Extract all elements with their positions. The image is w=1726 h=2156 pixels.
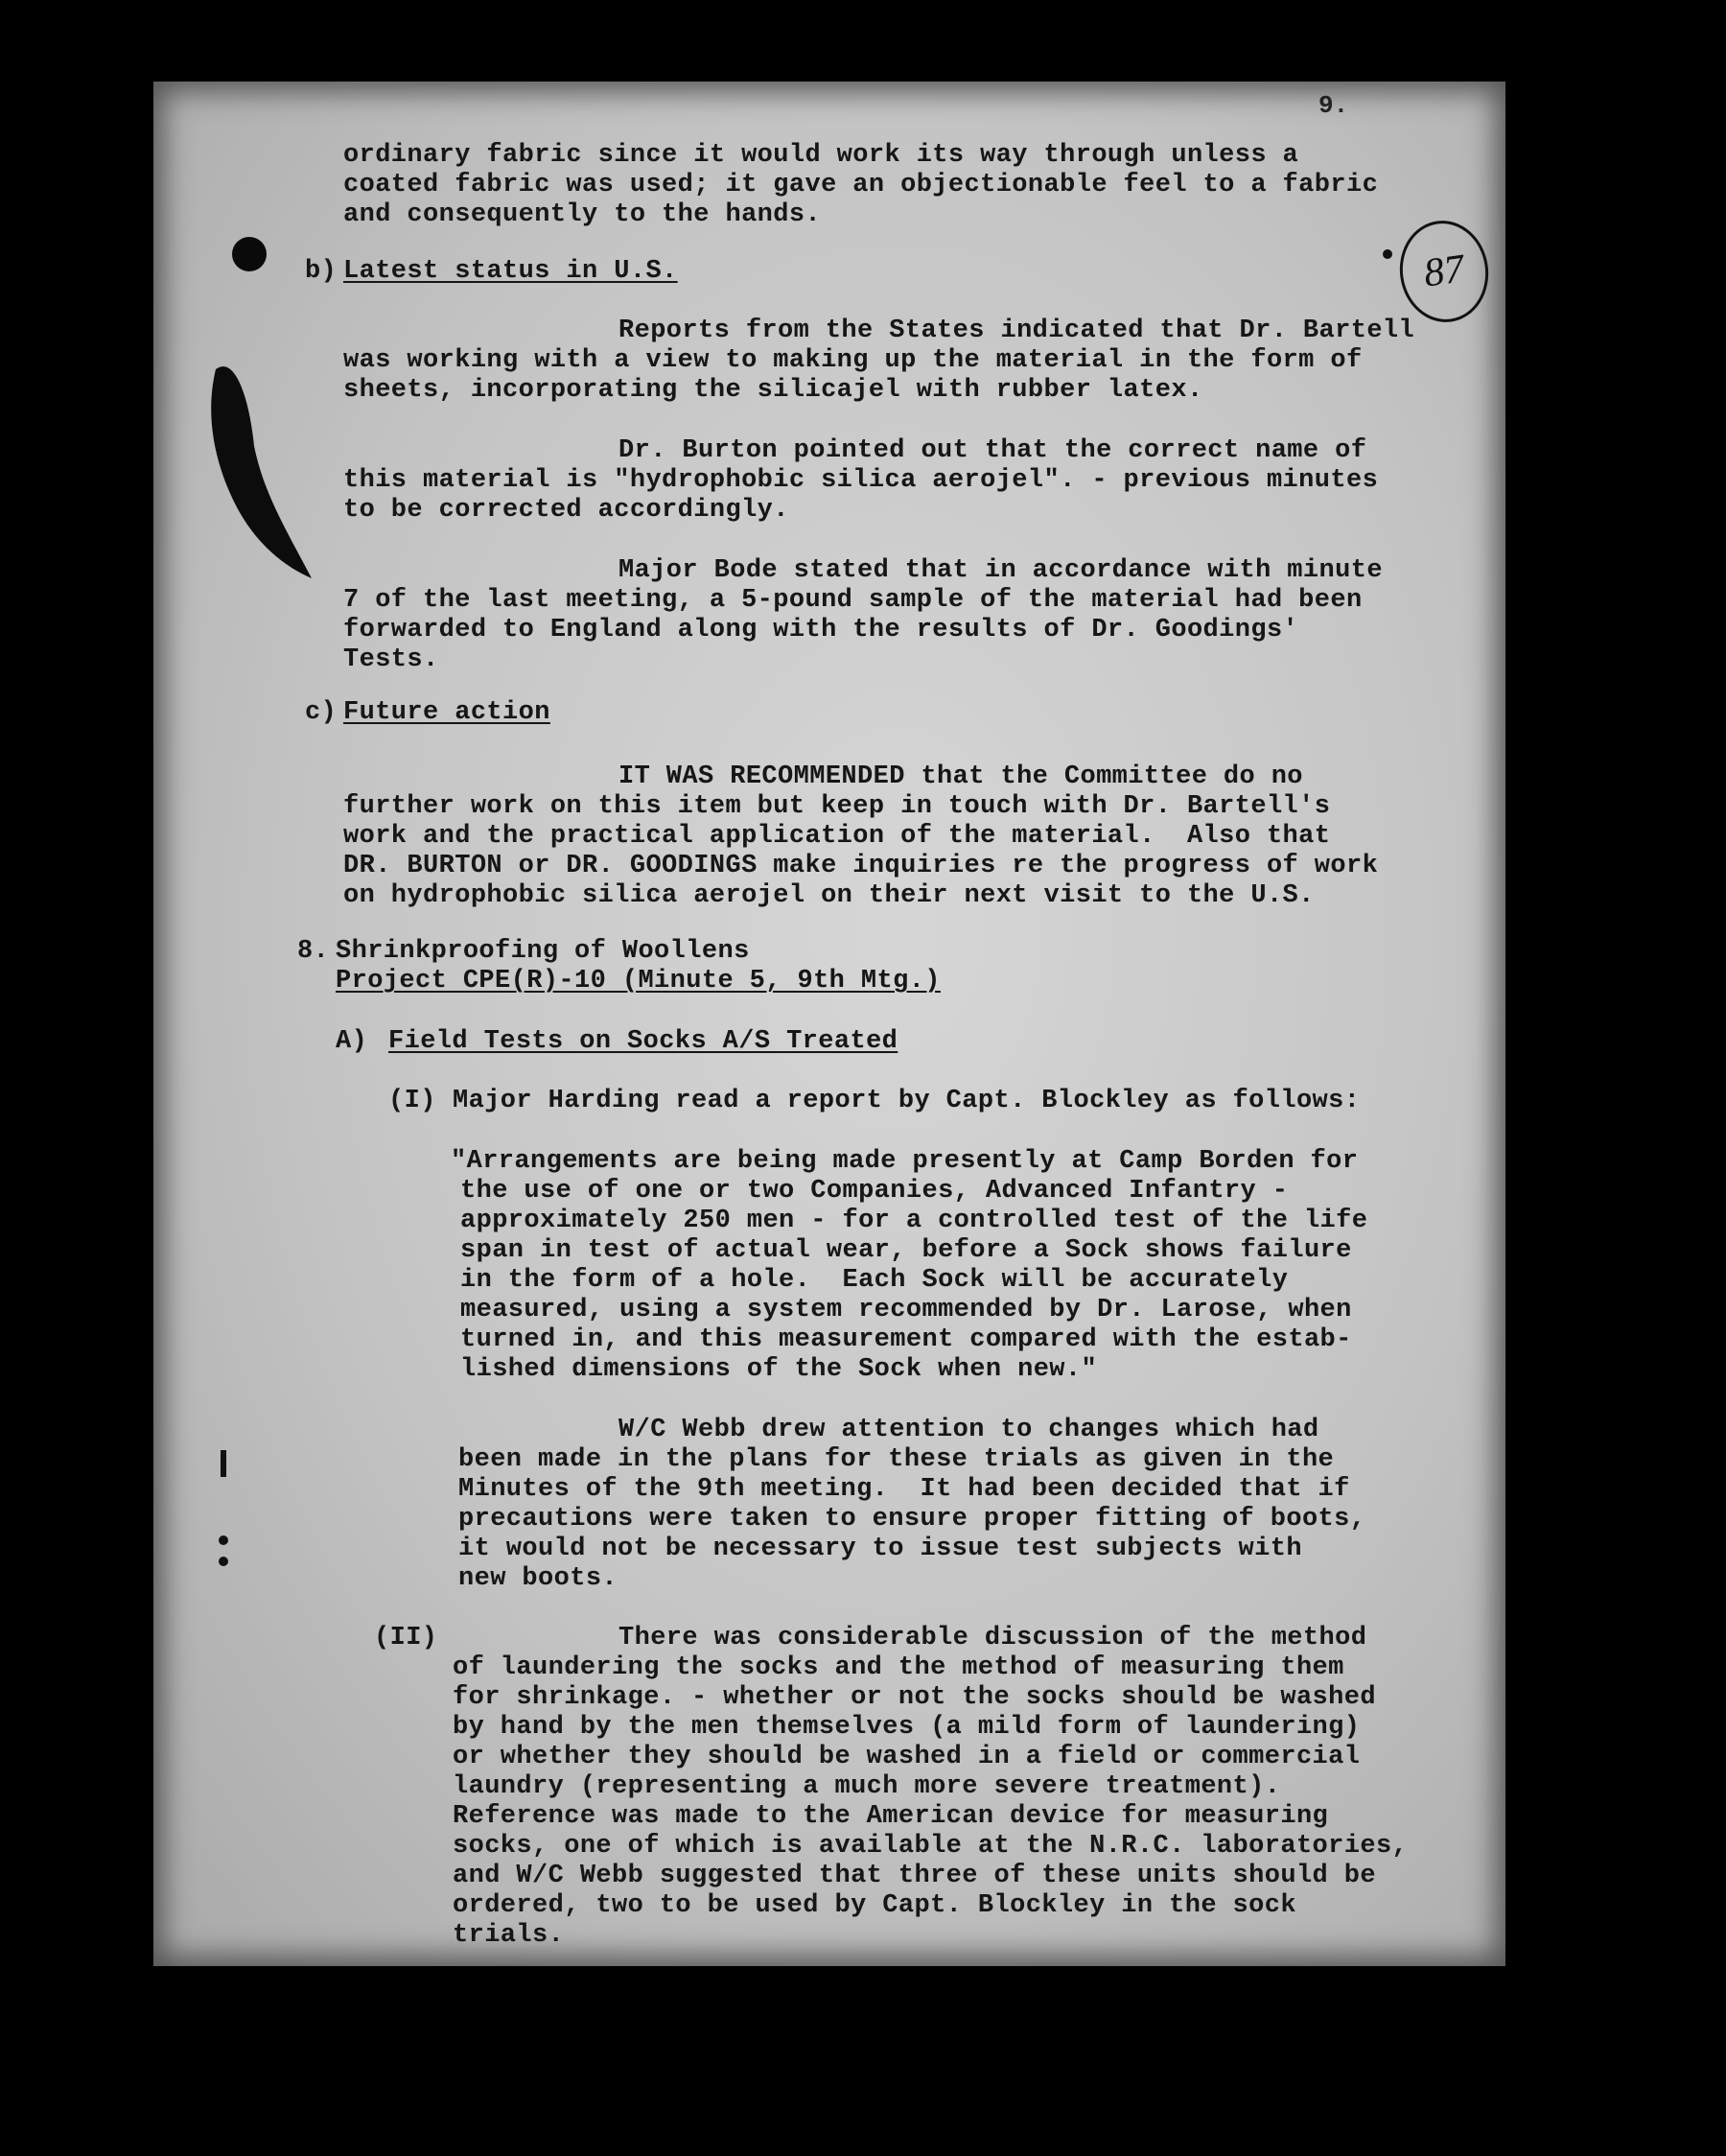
paragraph-line: There was considerable discussion of the method <box>618 1624 1367 1652</box>
paragraph-line: or whether they should be washed in a field or commercial <box>453 1743 1361 1771</box>
margin-tick-mark <box>216 1450 231 1479</box>
paragraph-line: for shrinkage. - whether or not the socks should be washed <box>453 1683 1376 1712</box>
part-intro: Major Harding read a report by Capt. Blockley as follows: <box>453 1087 1361 1115</box>
paragraph-line: Major Bode stated that in accordance with minute <box>618 556 1383 585</box>
paragraph-line: sheets, incorporating the silicajel with rubber latex. <box>343 376 1203 405</box>
item-title: Shrinkproofing of Woollens <box>336 937 750 966</box>
paragraph-line: IT WAS RECOMMENDED that the Committee do no <box>618 762 1303 791</box>
quote-line: the use of one or two Companies, Advanced Infantry - <box>460 1177 1289 1206</box>
punch-hole-mark <box>230 235 268 273</box>
paragraph-line: 7 of the last meeting, a 5-pound sample of the material had been <box>343 586 1363 615</box>
paragraph-line: Reference was made to the American device for measuring <box>453 1802 1329 1831</box>
quote-line: "Arrangements are being made presently at Camp Borden for <box>451 1147 1359 1176</box>
dot-mark <box>1381 247 1394 261</box>
subsection-heading: Field Tests on Socks A/S Treated <box>388 1027 898 1056</box>
quote-line: span in test of actual wear, before a Sock shows failure <box>460 1236 1352 1265</box>
page-number: 9. <box>1318 91 1349 120</box>
paragraph-line: was working with a view to making up the material in the form of <box>343 346 1363 375</box>
paragraph-line: forwarded to England along with the results of Dr. Goodings' <box>343 616 1299 644</box>
paragraph-line: it would not be necessary to issue test subjects with <box>458 1535 1302 1563</box>
quote-line: lished dimensions of the Sock when new." <box>460 1355 1098 1384</box>
paragraph-line: and W/C Webb suggested that three of these units should be <box>453 1862 1376 1890</box>
paragraph-line: been made in the plans for these trials as given in the <box>458 1445 1335 1474</box>
paragraph-line: Reports from the States indicated that Dr. Bartell <box>618 316 1415 345</box>
section-c-label: c) <box>305 698 338 727</box>
quote-line: approximately 250 men - for a controlled test of the life <box>460 1207 1368 1235</box>
intro-line: ordinary fabric since it would work its way through unless a <box>343 141 1299 170</box>
subsection-label: A) <box>336 1027 368 1056</box>
paragraph-line: new boots. <box>458 1564 618 1593</box>
paragraph-line: Minutes of the 9th meeting. It had been decided that if <box>458 1475 1350 1504</box>
intro-line: and consequently to the hands. <box>343 200 822 229</box>
ink-blot-mark <box>197 360 321 585</box>
paragraph-line: W/C Webb drew attention to changes which had <box>618 1416 1319 1444</box>
section-c-heading: Future action <box>343 698 550 727</box>
part-label: (I) <box>388 1087 436 1115</box>
paragraph-line: by hand by the men themselves (a mild form of laundering) <box>453 1713 1361 1742</box>
paragraph-line: further work on this item but keep in touch with Dr. Bartell's <box>343 792 1331 821</box>
part-label: (II) <box>374 1624 438 1652</box>
quote-line: measured, using a system recommended by Dr. Larose, when <box>460 1296 1352 1324</box>
section-b-heading: Latest status in U.S. <box>343 257 678 286</box>
quote-line: in the form of a hole. Each Sock will be accurately <box>460 1266 1289 1295</box>
paragraph-line: work and the practical application of the material. Also that <box>343 822 1331 851</box>
intro-line: coated fabric was used; it gave an objectionable feel to a fabric <box>343 171 1379 199</box>
paragraph-line: Dr. Burton pointed out that the correct name of <box>618 436 1367 465</box>
paragraph-line: precautions were taken to ensure proper fitting of boots, <box>458 1505 1366 1534</box>
paragraph-line: ordered, two to be used by Capt. Blockley in the sock <box>453 1891 1296 1920</box>
paragraph-line: laundry (representing a much more severe treatment). <box>453 1772 1281 1801</box>
paragraph-line: this material is "hydrophobic silica aerojel". - previous minutes <box>343 466 1379 495</box>
paragraph-line: to be corrected accordingly. <box>343 496 789 525</box>
section-b-label: b) <box>305 257 338 286</box>
paragraph-line: DR. BURTON or DR. GOODINGS make inquiries re the progress of work <box>343 852 1379 880</box>
paragraph-line: on hydrophobic silica aerojel on their next visit to the U.S. <box>343 881 1315 910</box>
paragraph-line: trials. <box>453 1921 565 1950</box>
margin-dots-mark <box>216 1533 231 1571</box>
item-project: Project CPE(R)-10 (Minute 5, 9th Mtg.) <box>336 967 941 996</box>
item-number: 8. <box>297 937 330 966</box>
page-stamp-number: 87 <box>1421 246 1467 296</box>
paragraph-line: Tests. <box>343 645 439 674</box>
paragraph-line: of laundering the socks and the method of measuring them <box>453 1653 1344 1682</box>
quote-line: turned in, and this measurement compared with the estab- <box>460 1325 1352 1354</box>
paragraph-line: socks, one of which is available at the N.R.C. laboratories, <box>453 1832 1409 1861</box>
